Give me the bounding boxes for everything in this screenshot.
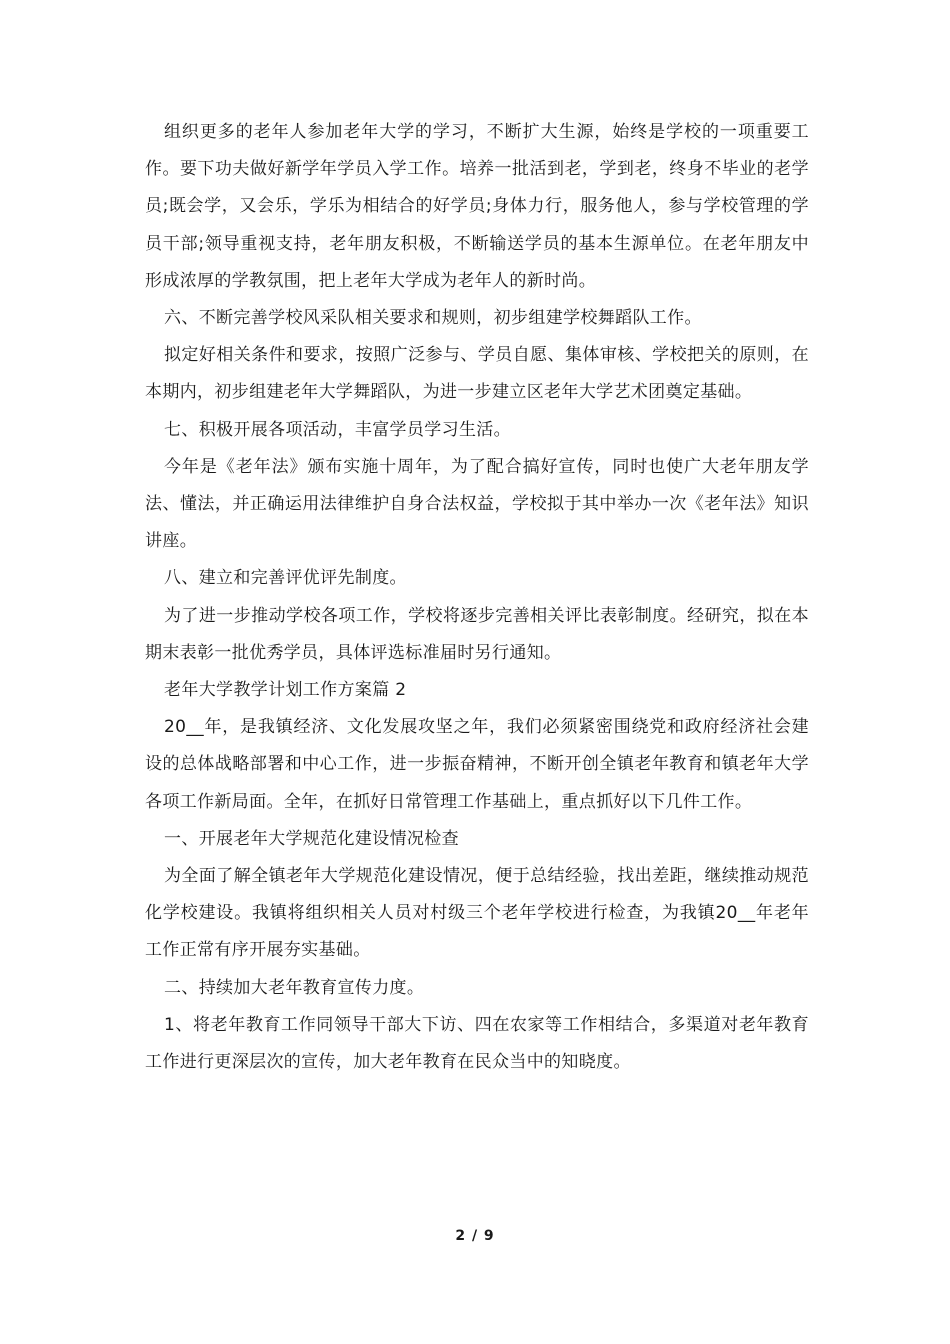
article-title-2: 老年大学教学计划工作方案篇 2 <box>164 680 407 701</box>
section-heading-1: 一、开展老年大学规范化建设情况检查 <box>164 828 459 849</box>
paragraph-4: 为了进一步推动学校各项工作，学校将逐步完善相关评比表彰制度。经研究，拟在本期末表彰一批优秀学员，具体评选标准届时另行通知。 <box>145 605 809 663</box>
page-number: 2 / 9 <box>455 1228 495 1244</box>
section-heading-7: 七、积极开展各项活动，丰富学员学习生活。 <box>164 419 511 440</box>
section-heading-2: 二、持续加大老年教育宣传力度。 <box>164 977 425 998</box>
paragraph-6: 为全面了解全镇老年大学规范化建设情况，便于总结经验，找出差距，继续推动规范化学校建设。我镇将组织相关人员对村级三个老年学校进行检查，为我镇20__年老年工作正常有序开展夯实基础。 <box>145 866 809 961</box>
document-body <box>145 114 809 1081</box>
paragraph-3: 今年是《老年法》颁布实施十周年，为了配合搞好宣传，同时也使广大老年朋友学法、懂法，并正确运用法律维护自身合法权益，学校拟于其中举办一次《老年法》知识讲座。 <box>145 456 809 552</box>
paragraph-2: 拟定好相关条件和要求，按照广泛参与、学员自愿、集体审核、学校把关的原则，在本期内，初步组建老年大学舞蹈队，为进一步建立区老年大学艺术团奠定基础。 <box>145 345 809 403</box>
section-heading-8: 八、建立和完善评优评先制度。 <box>164 568 407 589</box>
section-heading-6: 六、不断完善学校风采队相关要求和规则，初步组建学校舞蹈队工作。 <box>164 308 702 329</box>
paragraph-7: 1、将老年教育工作同领导干部大下访、四在农家等工作相结合，多渠道对老年教育工作进行更深层次的宣传，加大老年教育在民众当中的知晓度。 <box>145 1014 809 1073</box>
paragraph-1: 组织更多的老年人参加老年大学的学习，不断扩大生源，始终是学校的一项重要工作。要下功夫做好新学年学员入学工作。培养一批活到老，学到老，终身不毕业的老学员;既会学，又会乐，学乐为相结合的好学员;身体力行，服务他人，参与学校管理的学员干部;领导重视支持，老年朋友积极，不断输送学员的基本生源单位。在老年朋友中形成浓厚的学教氛围，把上老年大学成为老年人的新时尚。 <box>145 122 809 291</box>
paragraph-5: 20__年，是我镇经济、文化发展攻坚之年，我们必须紧密围绕党和政府经济社会建设的总体战略部署和中心工作，进一步振奋精神，不断开创全镇老年教育和镇老年大学各项工作新局面。全年，在抓好日常管理工作基础上，重点抓好以下几件工作。 <box>145 717 809 812</box>
